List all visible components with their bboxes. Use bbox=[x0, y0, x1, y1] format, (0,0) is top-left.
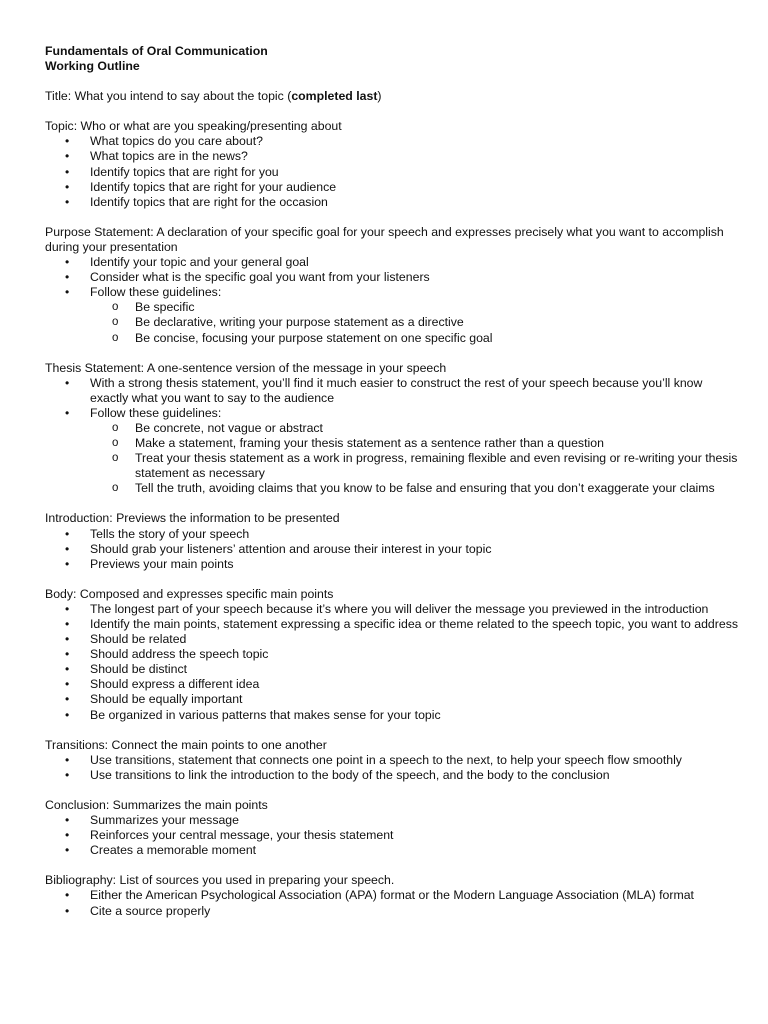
sub-list-item: o Treat your thesis statement as a work in progress, remaining flexible and even revising or re-writing your thesis statement as necessary bbox=[90, 451, 738, 481]
list-item: • Summarizes your message bbox=[45, 813, 738, 828]
section-heading: Bibliography: List of sources you used in preparing your speech. bbox=[45, 873, 395, 888]
list-item: • Use transitions, statement that connects one point in a speech to the next, to help your speech flow smoothly bbox=[45, 753, 738, 768]
section-heading: Thesis Statement: A one-sentence version of the message in your speech bbox=[45, 360, 447, 375]
list-item: • Use transitions to link the introduction to the body of the speech, and the body to the conclusion bbox=[45, 768, 738, 783]
list-item: • Should grab your listeners’ attention and arouse their interest in your topic bbox=[45, 542, 738, 557]
section-heading: Purpose Statement: A declaration of your specific goal for your speech and expresses precisely what you want to accomplish during your presentation bbox=[45, 224, 724, 254]
introduction-section bbox=[45, 511, 738, 571]
list-item: • Should express a different idea bbox=[45, 677, 738, 692]
thesis-section bbox=[45, 361, 738, 497]
list-item: • With a strong thesis statement, you’ll find it much easier to construct the rest of your speech because you’ll know exactly what you want to say to the audience bbox=[45, 376, 738, 406]
list-item: • What topics are in the news? bbox=[45, 149, 738, 164]
list-item: • Creates a memorable moment bbox=[45, 843, 738, 858]
transitions-section bbox=[45, 738, 738, 783]
section-heading: Introduction: Previews the information to be presented bbox=[45, 511, 340, 526]
list-item: • Tells the story of your speech bbox=[45, 527, 738, 542]
list-item: • Identify topics that are right for your audience bbox=[45, 180, 738, 195]
list-item-text: Follow these guidelines: bbox=[90, 285, 222, 300]
list-item: • The longest part of your speech because it’s where you will deliver the message you previewed in the introduction bbox=[45, 602, 738, 617]
title-suffix: ) bbox=[377, 89, 382, 104]
section-heading: Conclusion: Summarizes the main points bbox=[45, 797, 268, 812]
list-item: • Be organized in various patterns that makes sense for your topic bbox=[45, 708, 738, 723]
list-item bbox=[45, 406, 738, 497]
list-item: • Consider what is the specific goal you want from your listeners bbox=[45, 270, 738, 285]
sub-list-item: o Make a statement, framing your thesis statement as a sentence rather than a question bbox=[90, 436, 738, 451]
sub-list-item: o Tell the truth, avoiding claims that you know to be false and ensuring that you don’t exaggerate your claims bbox=[90, 481, 738, 496]
section-heading: Topic: Who or what are you speaking/presenting about bbox=[45, 119, 342, 134]
title-bold: completed last bbox=[291, 89, 378, 104]
section-heading: Body: Composed and expresses specific main points bbox=[45, 586, 334, 601]
list-item: • Should be related bbox=[45, 632, 738, 647]
sub-list-item: o Be specific bbox=[90, 300, 738, 315]
section-heading: Transitions: Connect the main points to one another bbox=[45, 737, 327, 752]
conclusion-section bbox=[45, 798, 738, 858]
title-line bbox=[45, 89, 738, 104]
list-item: • Previews your main points bbox=[45, 557, 738, 572]
list-item: • Either the American Psychological Association (APA) format or the Modern Language Association (MLA) format bbox=[45, 888, 738, 903]
list-item: • Should be equally important bbox=[45, 692, 738, 707]
sub-list-item: o Be concrete, not vague or abstract bbox=[90, 421, 738, 436]
list-item: • Identify the main points, statement expressing a specific idea or theme related to the speech topic, you want to address bbox=[45, 617, 738, 632]
body-section bbox=[45, 587, 738, 723]
list-item: • Reinforces your central message, your thesis statement bbox=[45, 828, 738, 843]
bibliography-section bbox=[45, 873, 738, 918]
sub-list-item: o Be concise, focusing your purpose statement on one specific goal bbox=[90, 331, 738, 346]
title-prefix: Title: What you intend to say about the topic ( bbox=[45, 89, 292, 104]
sub-list-item: o Be declarative, writing your purpose statement as a directive bbox=[90, 315, 738, 330]
list-item: • Identify topics that are right for you bbox=[45, 165, 738, 180]
purpose-section bbox=[45, 225, 738, 346]
list-item: • Should be distinct bbox=[45, 662, 738, 677]
list-item: • Cite a source properly bbox=[45, 904, 738, 919]
list-item: • Identify your topic and your general goal bbox=[45, 255, 738, 270]
course-title: Fundamentals of Oral Communication bbox=[45, 44, 268, 58]
list-item: • Identify topics that are right for the occasion bbox=[45, 195, 738, 210]
topic-section bbox=[45, 119, 738, 210]
title-section bbox=[45, 89, 738, 104]
list-item: • Should address the speech topic bbox=[45, 647, 738, 662]
list-item-text: Follow these guidelines: bbox=[90, 405, 222, 420]
list-item bbox=[45, 285, 738, 345]
list-item: • What topics do you care about? bbox=[45, 134, 738, 149]
document-subtitle: Working Outline bbox=[45, 59, 140, 74]
